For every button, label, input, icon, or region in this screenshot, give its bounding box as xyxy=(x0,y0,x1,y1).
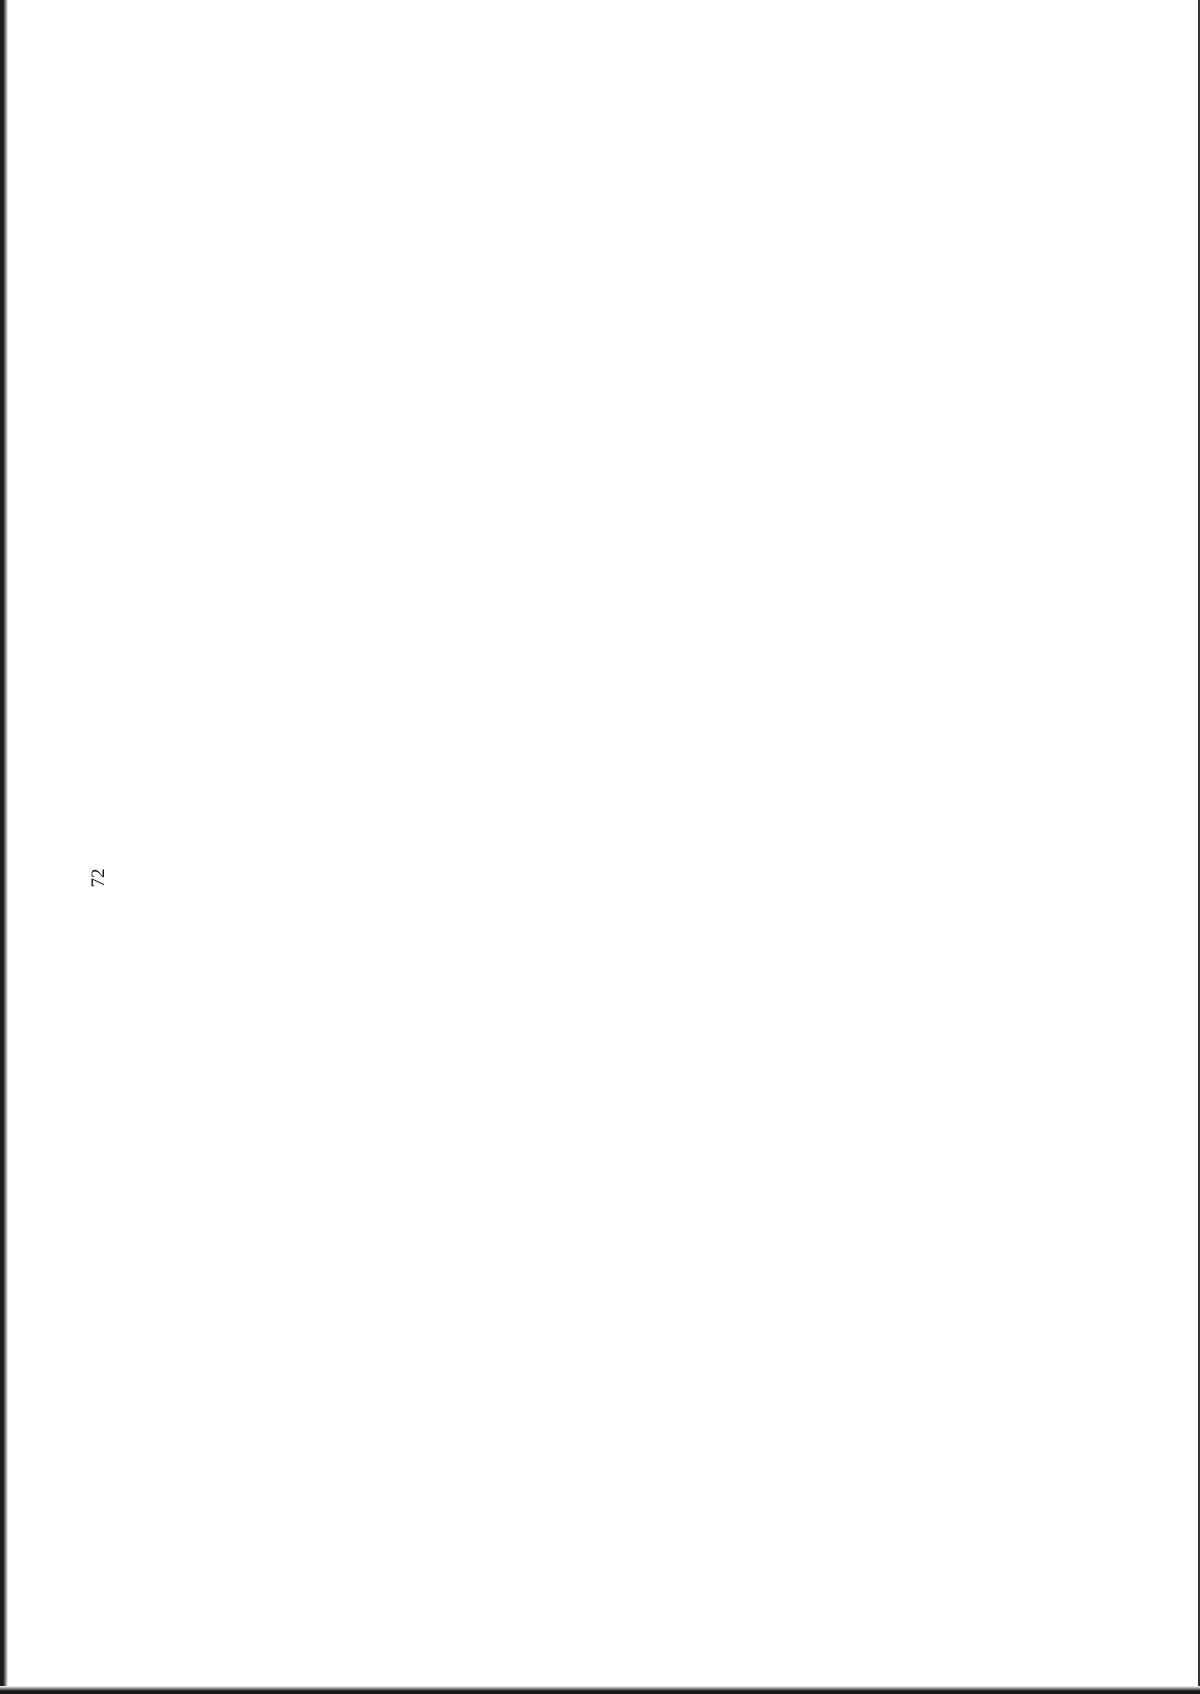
scan-edge-bottom xyxy=(0,1686,1200,1694)
page-number: 72 xyxy=(88,868,109,888)
scan-edge-left xyxy=(0,0,8,1694)
